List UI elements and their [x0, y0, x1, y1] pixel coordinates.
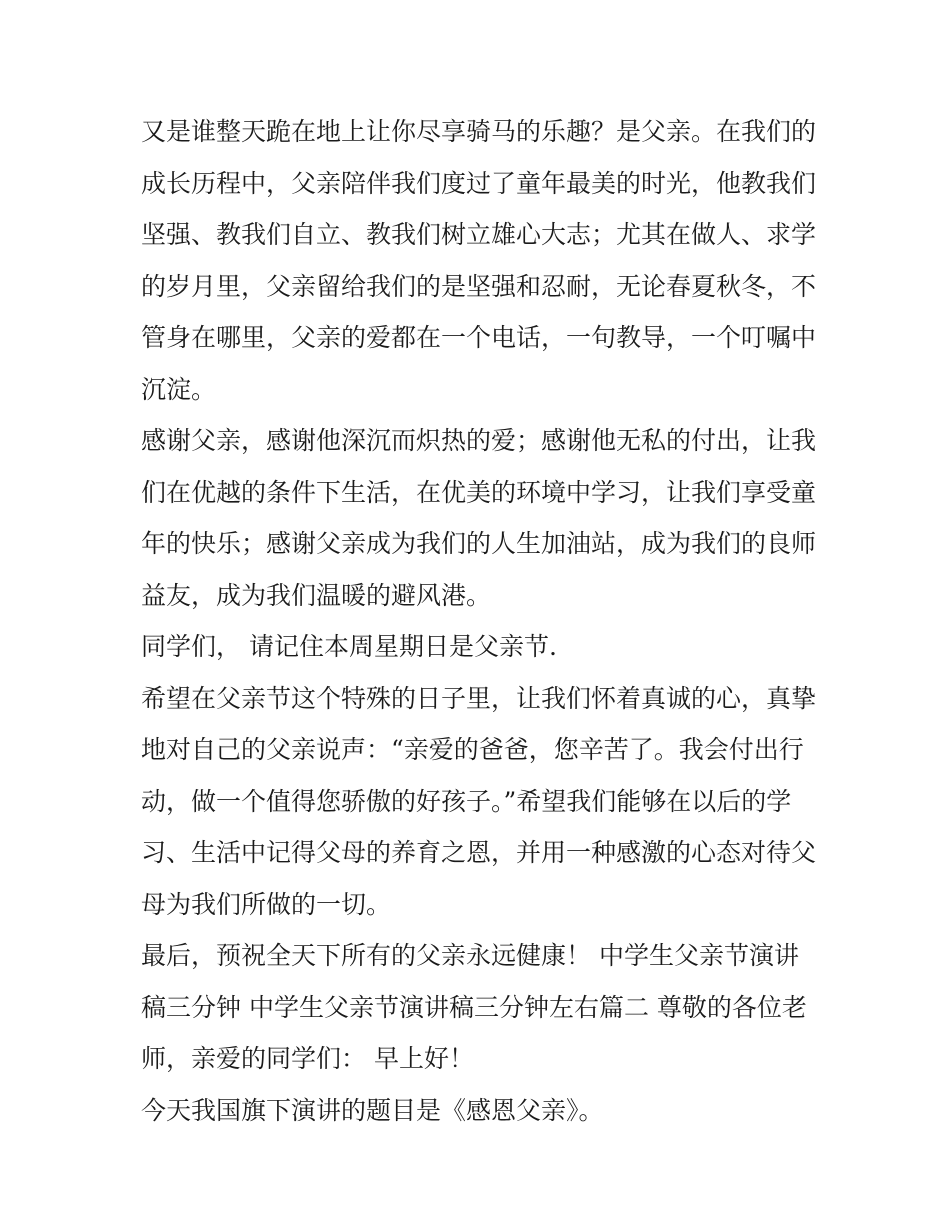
text-line: 最后，预祝全天下所有的父亲永远健康！ 中学生父亲节演讲: [141, 941, 799, 970]
text-line: 的岁月里，父亲留给我们的是坚强和忍耐，无论春夏秋冬，不: [141, 271, 817, 301]
text-line: 母为我们所做的一切。: [141, 889, 392, 919]
text-line: 年的快乐；感谢父亲成为我们的人生加油站，成为我们的良师: [141, 529, 817, 558]
body-text: [141, 106, 821, 1136]
text-line: 沉淀。: [141, 374, 217, 404]
text-line: 管身在哪里，父亲的爱都在一个电话，一句教导，一个叮嘱中: [141, 323, 817, 352]
text-line: 地对自己的父亲说声：“亲爱的爸爸，您辛苦了。我会付出行: [141, 735, 804, 764]
text-line: 们在优越的条件下生活，在优美的环境中学习，让我们享受童: [141, 477, 817, 507]
text-line: 师，亲爱的同学们： 早上好！: [141, 1044, 474, 1073]
text-line: 坚强、教我们自立、教我们树立雄心大志；尤其在做人、求学: [141, 220, 817, 249]
text-line: 今天我国旗下演讲的题目是《感恩父亲》。: [141, 1095, 604, 1125]
text-line: 稿三分钟 中学生父亲节演讲稿三分钟左右篇二 尊敬的各位老: [141, 992, 807, 1022]
text-line: 习、生活中记得父母的养育之恩，并用一种感激的心态对待父: [141, 838, 817, 867]
text-line: 感谢父亲，感谢他深沉而炽热的爱；感谢他无私的付出，让我: [141, 426, 817, 455]
text-line: 又是谁整天跪在地上让你尽享骑马的乐趣？是父亲。在我们的: [141, 117, 817, 146]
text-line: 同学们， 请记住本周星期日是父亲节.: [141, 632, 557, 661]
text-line: 益友，成为我们温暖的避风港。: [141, 580, 492, 610]
text-line: 希望在父亲节这个特殊的日子里，让我们怀着真诚的心，真挚: [141, 683, 817, 713]
text-line: 成长历程中，父亲陪伴我们度过了童年最美的时光，他教我们: [141, 168, 817, 198]
text-line: 动，做一个值得您骄傲的好孩子。”希望我们能够在以后的学: [141, 786, 792, 816]
